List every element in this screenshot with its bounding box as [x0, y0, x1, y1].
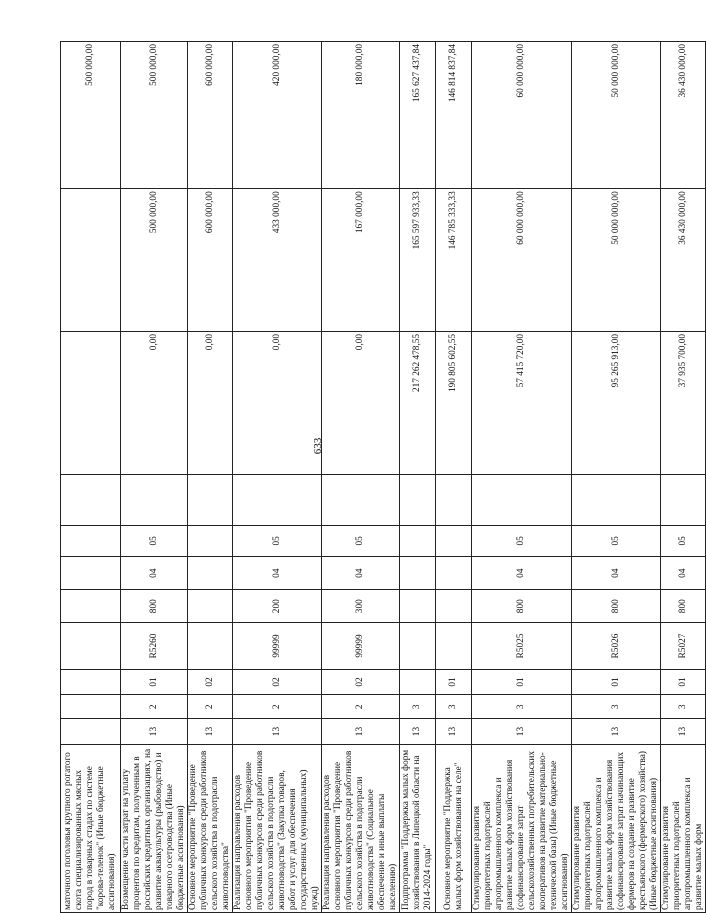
table-row — [61, 42, 121, 913]
code-section-cell: 04 — [572, 557, 661, 590]
empty-cell — [188, 474, 233, 525]
code-direction-cell — [61, 623, 121, 670]
amount-1-cell: 37 935 700,00 — [661, 331, 706, 474]
code-subprogram-cell: 2 — [233, 695, 322, 719]
empty-cell — [400, 474, 436, 525]
code-subsection-cell: 05 — [572, 525, 661, 557]
code-program-cell: 13 — [572, 719, 661, 745]
code-direction-cell: R5027 — [661, 623, 706, 670]
code-program-cell: 13 — [322, 719, 400, 745]
code-expense-type-cell: 800 — [121, 590, 188, 623]
code-expense-type-cell: 800 — [472, 590, 572, 623]
code-event-cell: 02 — [322, 669, 400, 695]
code-expense-type-cell — [400, 590, 436, 623]
code-expense-type-cell: 200 — [233, 590, 322, 623]
code-section-cell: 04 — [121, 557, 188, 590]
amount-1-cell: 0,00 — [233, 331, 322, 474]
budget-sheet — [60, 36, 704, 913]
code-subsection-cell — [188, 525, 233, 557]
table-row — [436, 42, 472, 913]
empty-cell — [436, 474, 472, 525]
table-row — [233, 42, 322, 913]
code-section-cell: 04 — [233, 557, 322, 590]
code-subsection-cell — [61, 525, 121, 557]
amount-3-cell: 60 000 000,00 — [472, 42, 572, 189]
amount-3-cell: 420 000,00 — [233, 42, 322, 189]
amount-2-cell: 36 430 000,00 — [661, 189, 706, 332]
code-program-cell: 13 — [400, 719, 436, 745]
amount-2-cell: 60 000 000,00 — [472, 189, 572, 332]
code-subprogram-cell: 3 — [572, 695, 661, 719]
code-event-cell: 01 — [472, 669, 572, 695]
code-direction-cell: 99999 — [233, 623, 322, 670]
amount-2-cell: 167 000,00 — [322, 189, 400, 332]
code-direction-cell: R5260 — [121, 623, 188, 670]
amount-1-cell: 0,00 — [121, 331, 188, 474]
amount-1-cell: 190 805 602,55 — [436, 331, 472, 474]
code-event-cell: 01 — [121, 669, 188, 695]
amount-3-cell: 146 814 837,84 — [436, 42, 472, 189]
row-name-cell: Стимулирование развития приоритетных подотраслей агропромышленного комплекса и развитие малых форм хозяйствования (софинансирование затрат начинающих фермеров на создание и развитие крестьянского (фермерского) хозяйства) (Иные бюджетные ассигнования) — [572, 744, 661, 912]
table-row — [322, 42, 400, 913]
code-subprogram-cell: 3 — [661, 695, 706, 719]
code-section-cell — [61, 557, 121, 590]
code-direction-cell — [436, 623, 472, 670]
amount-2-cell — [61, 189, 121, 332]
table-row — [188, 42, 233, 913]
code-program-cell: 13 — [121, 719, 188, 745]
code-subsection-cell: 05 — [121, 525, 188, 557]
code-event-cell: 02 — [188, 669, 233, 695]
code-program-cell — [61, 719, 121, 745]
table-row — [472, 42, 572, 913]
amount-2-cell: 165 597 933,33 — [400, 189, 436, 332]
code-subsection-cell — [400, 525, 436, 557]
code-expense-type-cell: 800 — [661, 590, 706, 623]
code-direction-cell — [188, 623, 233, 670]
empty-cell — [572, 474, 661, 525]
code-subsection-cell: 05 — [322, 525, 400, 557]
code-event-cell: 02 — [233, 669, 322, 695]
code-subprogram-cell: 3 — [400, 695, 436, 719]
page-number: 633 — [312, 437, 324, 455]
code-direction-cell: R5026 — [572, 623, 661, 670]
amount-1-cell: 217 262 478,55 — [400, 331, 436, 474]
code-expense-type-cell: 800 — [572, 590, 661, 623]
row-name-cell: Подпрограмма "Поддержка малых форм хозяйствования в Липецкой области на 2014-2024 годы" — [400, 744, 436, 912]
code-event-cell: 01 — [436, 669, 472, 695]
code-subsection-cell: 05 — [472, 525, 572, 557]
code-subprogram-cell: 3 — [436, 695, 472, 719]
amount-1-cell: 0,00 — [188, 331, 233, 474]
table-row — [400, 42, 436, 913]
code-subsection-cell: 05 — [661, 525, 706, 557]
amount-2-cell: 433 000,00 — [233, 189, 322, 332]
code-subsection-cell — [436, 525, 472, 557]
code-event-cell — [400, 669, 436, 695]
code-subprogram-cell: 2 — [188, 695, 233, 719]
amount-3-cell: 165 627 437,84 — [400, 42, 436, 189]
code-program-cell: 13 — [661, 719, 706, 745]
empty-cell — [61, 474, 121, 525]
row-name-cell: Стимулирование развития приоритетных подотраслей агропромышленного комплекса и развитие малых форм — [661, 744, 706, 912]
code-section-cell — [188, 557, 233, 590]
amount-2-cell: 600 000,00 — [188, 189, 233, 332]
row-name-cell: маточного поголовья крупного рогатого скота специализированных мясных пород в товарных стадах по системе "корова-теленок" (Иные бюджетные ассигнования) — [61, 744, 121, 912]
row-name-cell: Возмещение части затрат на уплату процентов по кредитам, полученным в российских кредитных организациях, на развитие аквакультуры (рыбоводство) и товарного осетроводства (Иные бюджетные ассигнования) — [121, 744, 188, 912]
code-event-cell: 01 — [661, 669, 706, 695]
code-subsection-cell: 05 — [233, 525, 322, 557]
code-expense-type-cell — [188, 590, 233, 623]
amount-3-cell: 500 000,00 — [61, 42, 121, 189]
empty-cell — [121, 474, 188, 525]
code-expense-type-cell — [61, 590, 121, 623]
code-direction-cell: 99999 — [322, 623, 400, 670]
code-program-cell: 13 — [233, 719, 322, 745]
row-name-cell: Основное мероприятие "Поддержка малых форм хозяйствования на селе" — [436, 744, 472, 912]
code-subprogram-cell: 2 — [121, 695, 188, 719]
amount-3-cell: 500 000,00 — [121, 42, 188, 189]
code-program-cell: 13 — [436, 719, 472, 745]
code-section-cell — [400, 557, 436, 590]
code-subprogram-cell — [61, 695, 121, 719]
code-expense-type-cell: 300 — [322, 590, 400, 623]
row-name-cell: Реализация направления расходов основного мероприятия "Проведение публичных конкурсов среди работников сельского хозяйства в подотрасли животноводства" (Социальное обеспечение и иные выплаты населению) — [322, 744, 400, 912]
code-program-cell: 13 — [472, 719, 572, 745]
amount-1-cell: 95 265 913,00 — [572, 331, 661, 474]
amount-3-cell: 50 000 000,00 — [572, 42, 661, 189]
rotated-table-container — [60, 36, 704, 913]
table-row — [121, 42, 188, 913]
code-subprogram-cell: 2 — [322, 695, 400, 719]
code-event-cell — [61, 669, 121, 695]
table-body — [61, 42, 706, 913]
row-name-cell: Основное мероприятие "Проведение публичных конкурсов среди работников сельского хозяйства в подотрасли животноводства" — [188, 744, 233, 912]
amount-1-cell — [61, 331, 121, 474]
code-direction-cell — [400, 623, 436, 670]
table-row — [572, 42, 661, 913]
code-subprogram-cell: 3 — [472, 695, 572, 719]
amount-3-cell: 180 000,00 — [322, 42, 400, 189]
row-name-cell: Реализация направления расходов основного мероприятия "Проведение публичных конкурсов среди работников сельского хозяйства в подотрасли животноводства" (Закупка товаров, работ и услуг для обеспечения государственных (муниципальных) нужд) — [233, 744, 322, 912]
code-section-cell: 04 — [472, 557, 572, 590]
row-name-cell: Стимулирование развития приоритетных подотраслей агропромышленного комплекса и развитие малых форм хозяйствования (софинансирование затрат сельскохозяйственных потребительских кооперативов на развитие материально-технической базы) (Иные бюджетные ассигнования) — [472, 744, 572, 912]
amount-1-cell: 0,00 — [322, 331, 400, 474]
amount-2-cell: 500 000,00 — [121, 189, 188, 332]
empty-cell — [322, 474, 400, 525]
amount-2-cell: 50 000 000,00 — [572, 189, 661, 332]
empty-cell — [472, 474, 572, 525]
amount-3-cell: 36 430 000,00 — [661, 42, 706, 189]
table-row — [661, 42, 706, 913]
amount-2-cell: 146 785 333,33 — [436, 189, 472, 332]
empty-cell — [233, 474, 322, 525]
code-section-cell — [436, 557, 472, 590]
empty-cell — [661, 474, 706, 525]
budget-table — [60, 41, 706, 913]
code-program-cell: 13 — [188, 719, 233, 745]
code-expense-type-cell — [436, 590, 472, 623]
code-section-cell: 04 — [322, 557, 400, 590]
code-section-cell: 04 — [661, 557, 706, 590]
code-event-cell: 01 — [572, 669, 661, 695]
amount-1-cell: 57 415 720,00 — [472, 331, 572, 474]
code-direction-cell: R5025 — [472, 623, 572, 670]
amount-3-cell: 600 000,00 — [188, 42, 233, 189]
